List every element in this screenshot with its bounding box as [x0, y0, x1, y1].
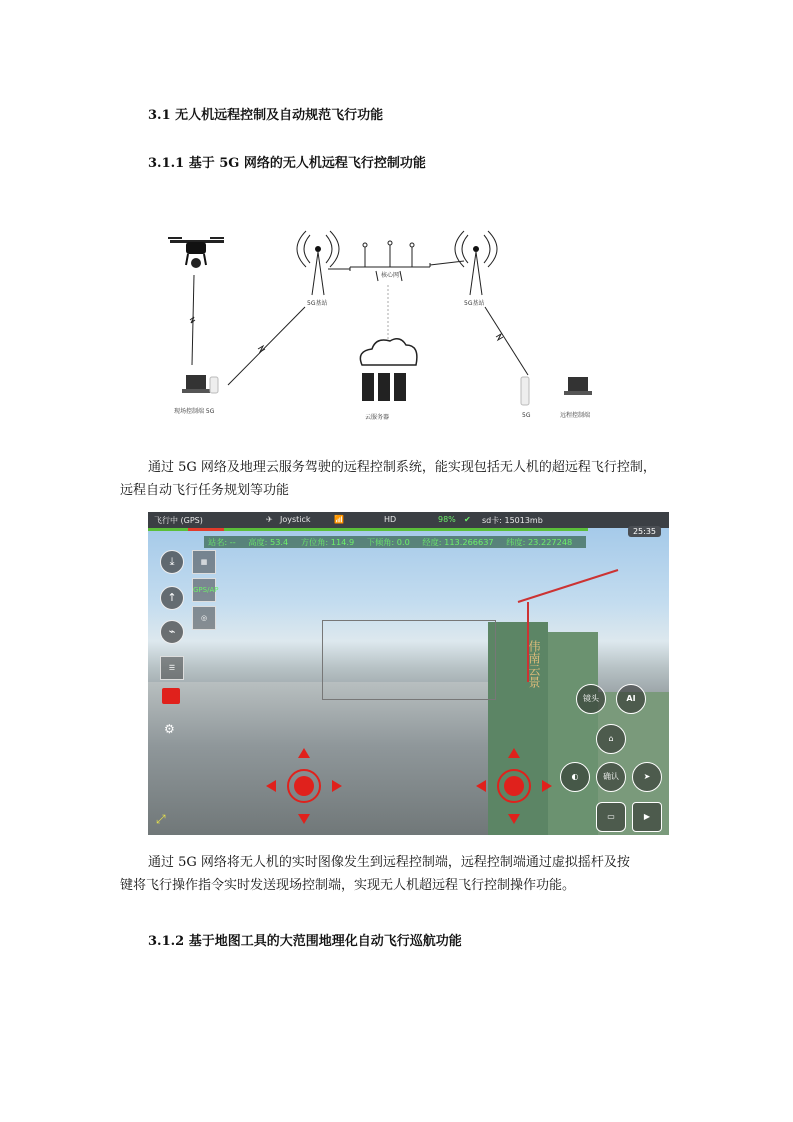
left-joystick[interactable]	[262, 744, 346, 828]
send-button[interactable]: ➤	[632, 762, 662, 792]
progress-marker	[188, 528, 224, 531]
cloud-server-label: 云服务器	[365, 414, 390, 421]
remote-controller-icon[interactable]	[162, 688, 180, 704]
cloud-server-icon	[360, 339, 417, 401]
home-button[interactable]: ⌂	[596, 724, 626, 754]
telemetry-altitude: 高度: 53.4	[248, 537, 289, 547]
antenna-button[interactable]: ⌁	[160, 620, 184, 644]
right-terminal-label: 5G	[522, 412, 531, 419]
base-station-icon-right	[455, 231, 497, 295]
cpe-device-icon	[210, 377, 218, 393]
camera-switch-button[interactable]: ◐	[560, 762, 590, 792]
play-button[interactable]: ▶	[632, 802, 662, 832]
ai-button[interactable]: AI	[616, 684, 646, 714]
telemetry-pitch: 下倾角: 0.0	[366, 537, 410, 547]
download-button[interactable]: ⤓	[160, 550, 184, 574]
record-button[interactable]: ▭	[596, 802, 626, 832]
check-icon: ✔	[464, 515, 471, 524]
lens-button[interactable]: 镜头	[576, 684, 606, 714]
settings-icon[interactable]: ⚙	[164, 722, 175, 736]
expand-icon[interactable]: ⤢	[156, 812, 166, 826]
gps-mode-button[interactable]: GPS/AP	[192, 578, 216, 602]
signal-icon	[190, 317, 195, 323]
telemetry-longitude: 经度: 113.266637	[422, 537, 494, 547]
signal-icon: 📶	[334, 515, 344, 524]
status-bar	[148, 512, 669, 528]
left-bs-label: 5G基站	[307, 300, 328, 307]
focus-box	[322, 620, 496, 700]
core-network-label: 核心网	[381, 272, 400, 279]
telemetry-latitude: 纬度: 23.227248	[506, 537, 573, 547]
crane-icon	[508, 562, 628, 682]
section-heading-3-1: 3.1 无人机远程控制及自动规范飞行功能	[148, 108, 384, 123]
paragraph-1-line-1: 通过 5G 网络及地理云服务驾驶的远程控制系统，能实现包括无人机的超远程飞行控制，	[148, 460, 656, 475]
drone-icon: ✈	[266, 515, 273, 524]
laptop-icon	[182, 375, 210, 393]
checklist-button[interactable]: ☰	[160, 656, 184, 680]
base-station-icon-left	[297, 231, 339, 295]
right-bs-label: 5G基站	[464, 300, 485, 307]
telemetry-heading: 方位角: 114.9	[300, 537, 355, 547]
paragraph-1-line-2: 远程自动飞行任务规划等功能	[120, 483, 290, 498]
map-button[interactable]: ▦	[192, 550, 216, 574]
drone-icon	[168, 237, 224, 268]
battery-level: 98%	[438, 515, 456, 524]
drone-app-screenshot	[148, 512, 669, 835]
remote-laptop-icon	[564, 377, 592, 395]
telemetry-station: 站名: --	[208, 537, 236, 547]
left-terminal-label: 现场控制端 5G	[174, 408, 215, 415]
remote-terminal-label: 远程控制端	[560, 412, 591, 419]
confirm-button[interactable]: 确认	[596, 762, 626, 792]
right-joystick[interactable]	[472, 744, 556, 828]
takeoff-button[interactable]: ↑	[160, 586, 184, 610]
section-heading-3-1-2: 3.1.2 基于地图工具的大范围地理化自动飞行巡航功能	[148, 934, 462, 949]
sd-card-info: sd卡: 15013mb	[482, 516, 543, 525]
hd-label: HD	[384, 515, 397, 524]
telemetry-bar	[204, 536, 586, 548]
network-diagram	[150, 225, 650, 435]
flight-status: 飞行中 (GPS)	[154, 516, 203, 525]
paragraph-2-line-1: 通过 5G 网络将无人机的实时图像发生到远程控制端，远程控制端通过虚拟摇杆及按	[148, 855, 630, 870]
section-heading-3-1-1: 3.1.1 基于 5G 网络的无人机远程飞行控制功能	[148, 156, 426, 171]
paragraph-2-line-2: 键将飞行操作指令实时发送现场控制端，实现无人机超远程飞行控制操作功能。	[120, 878, 576, 893]
compass-button[interactable]: ◎	[192, 606, 216, 630]
flight-time: 25:35	[628, 526, 661, 537]
right-cpe-device-icon	[521, 377, 529, 405]
joystick-label: Joystick	[280, 515, 311, 524]
building-sign: 伟南云景	[527, 640, 541, 688]
